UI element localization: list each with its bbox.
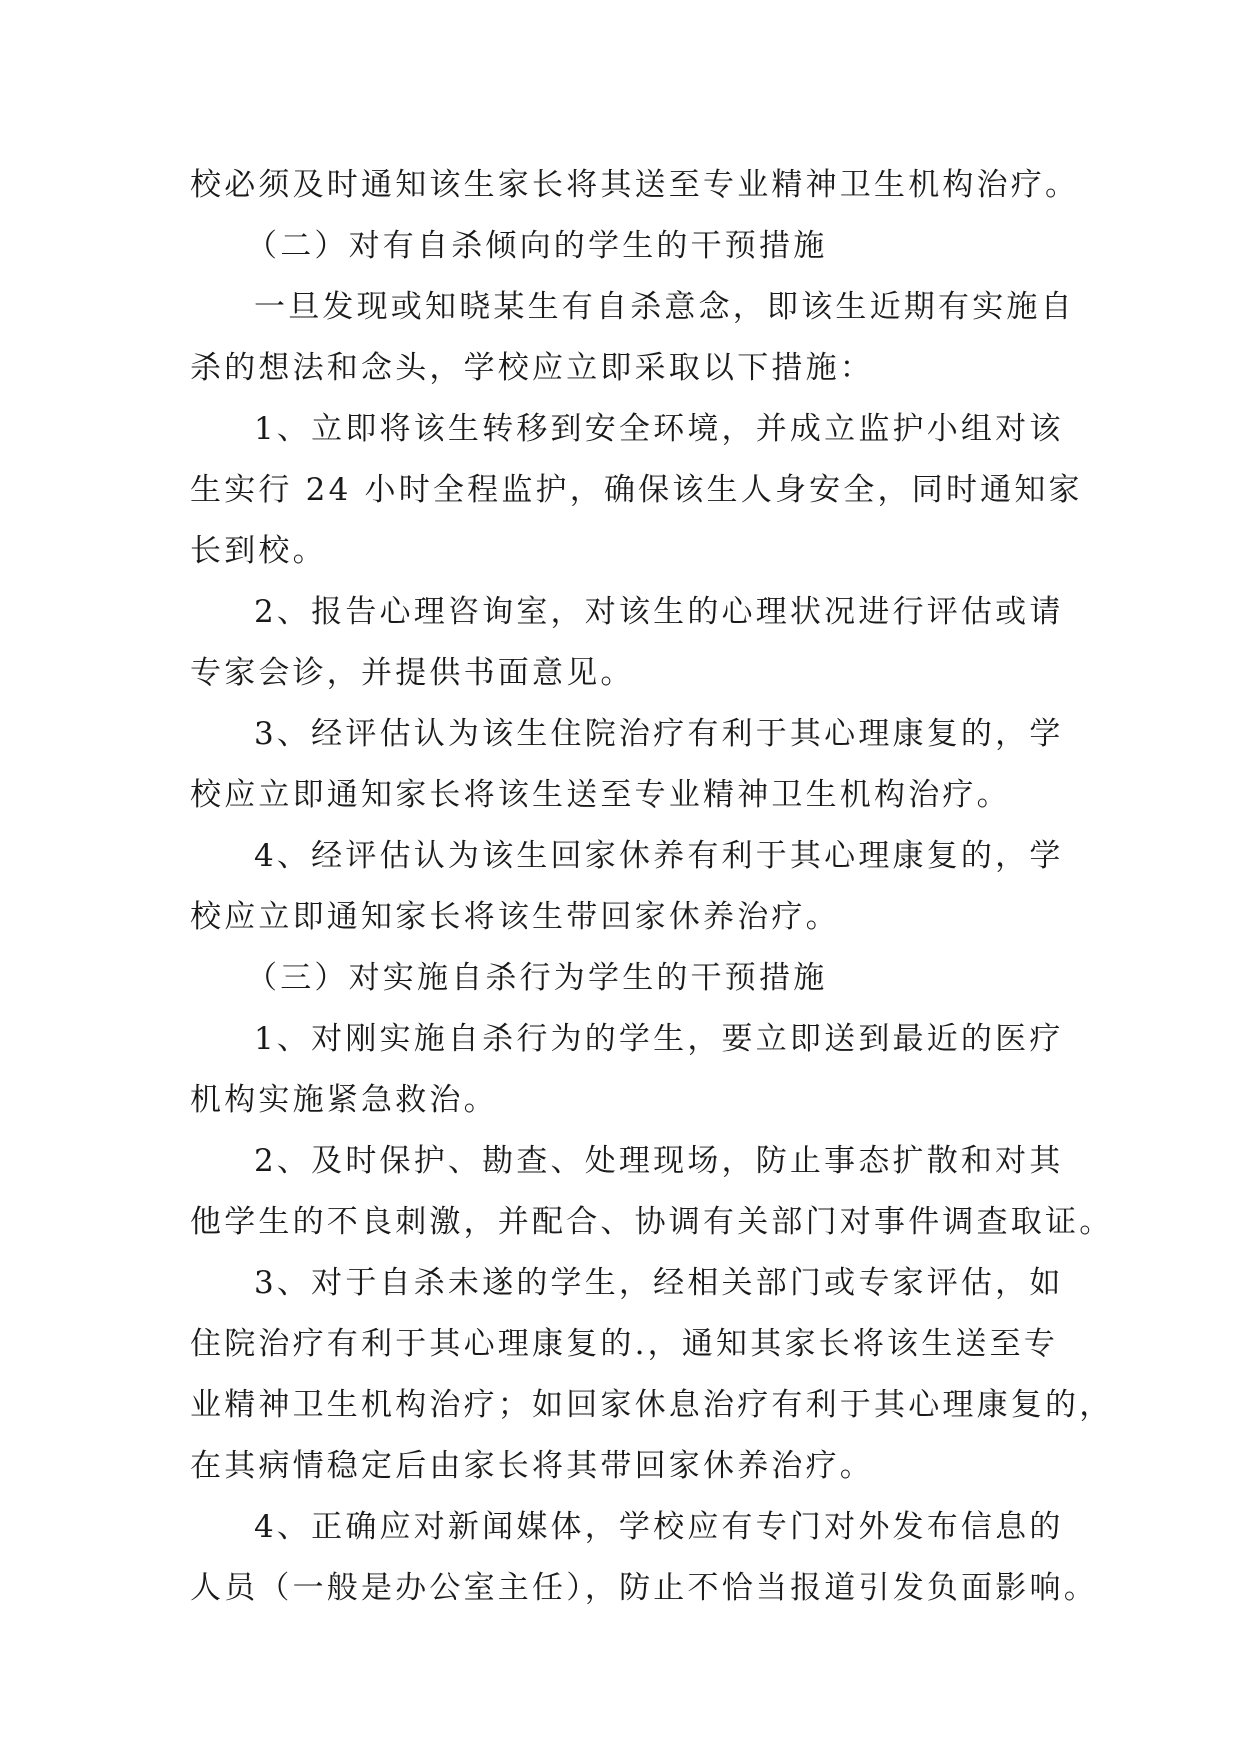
text-line: 住院治疗有利于其心理康复的.，通知其家长将该生送至专	[190, 1326, 1059, 1362]
text-line: 长到校。	[190, 533, 327, 569]
section-heading: （二）对有自杀倾向的学生的干预措施	[246, 228, 828, 264]
text-line: 1、立即将该生转移到安全环境，并成立监护小组对该	[254, 411, 1064, 447]
text-line: 生实行 24 小时全程监护，确保该生人身安全，同时通知家	[190, 472, 1083, 508]
text-line: 校应立即通知家长将该生带回家休养治疗。	[190, 899, 840, 935]
text-line: 业精神卫生机构治疗；如回家休息治疗有利于其心理康复的，	[190, 1387, 1114, 1423]
text-line: 校必须及时通知该生家长将其送至专业精神卫生机构治疗。	[190, 167, 1080, 203]
section-heading: （三）对实施自杀行为学生的干预措施	[246, 960, 828, 996]
text-line: 校应立即通知家长将该生送至专业精神卫生机构治疗。	[190, 777, 1011, 813]
text-line: 在其病情稳定后由家长将其带回家休养治疗。	[190, 1448, 874, 1484]
text-line: 2、及时保护、勘查、处理现场，防止事态扩散和对其	[254, 1143, 1064, 1179]
text-line: 1、对刚实施自杀行为的学生，要立即送到最近的医疗	[254, 1021, 1064, 1057]
text-line: 3、经评估认为该生住院治疗有利于其心理康复的，学	[254, 716, 1064, 752]
text-line: 2、报告心理咨询室，对该生的心理状况进行评估或请	[254, 594, 1064, 630]
text-line: 4、经评估认为该生回家休养有利于其心理康复的，学	[254, 838, 1064, 874]
text-line: 专家会诊，并提供书面意见。	[190, 655, 635, 691]
text-line: 杀的想法和念头，学校应立即采取以下措施：	[190, 350, 874, 386]
text-line: 他学生的不良刺激，并配合、协调有关部门对事件调查取证。	[190, 1204, 1114, 1240]
text-line: 人员（一般是办公室主任），防止不恰当报道引发负面影响。	[190, 1570, 1098, 1606]
text-line: 3、对于自杀未遂的学生，经相关部门或专家评估，如	[254, 1265, 1064, 1301]
document-body	[190, 155, 1114, 1619]
text-line: 一旦发现或知晓某生有自杀意念，即该生近期有实施自	[254, 289, 1075, 325]
text-line: 机构实施紧急救治。	[190, 1082, 498, 1118]
text-line: 4、正确应对新闻媒体，学校应有专门对外发布信息的	[254, 1509, 1064, 1545]
